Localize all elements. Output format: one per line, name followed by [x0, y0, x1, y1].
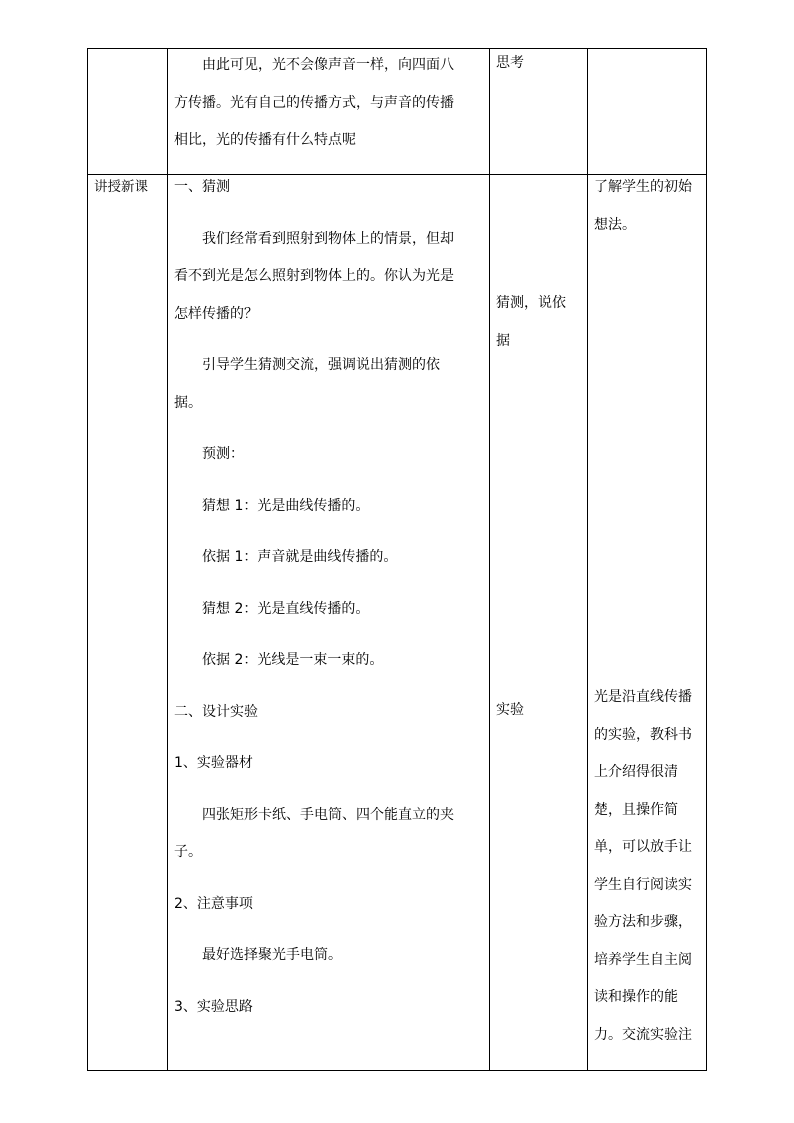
paragraph-line: 我们经常看到照射到物体上的情景，但却: [202, 230, 454, 247]
subheading-materials: 1、实验器材: [174, 755, 253, 771]
paragraph-line: 引导学生猜测交流，强调说出猜测的依: [202, 357, 440, 373]
prediction-label: 预测：: [202, 446, 244, 462]
subheading-approach: 3、实验思路: [174, 998, 253, 1015]
student-activity-text: 据: [496, 332, 510, 349]
teacher-activity-cell: [168, 49, 490, 175]
table-row: [88, 175, 707, 1071]
paragraph-line: 四张矩形卡纸、手电筒、四个能直立的夹: [202, 806, 454, 823]
design-intent-line: 读和操作的能: [594, 989, 678, 1005]
design-intent-line: 楚，且操作简: [594, 801, 678, 818]
design-intent-line: 光是沿直线传播: [594, 689, 692, 705]
basis-1: 依据 1：声音就是曲线传播的。: [202, 549, 398, 565]
design-intent-line: 上介绍得很清: [594, 764, 678, 780]
paragraph-line: 怎样传播的？: [174, 305, 258, 322]
spacer: [496, 360, 581, 692]
stage-cell: [88, 175, 168, 1071]
section-heading-guess: 一、猜测: [174, 179, 230, 195]
student-activity-text: 猜测，说依: [496, 295, 566, 311]
stage-cell-empty: [88, 49, 168, 175]
design-intent-line: 想法。: [594, 216, 636, 233]
paragraph-line: 看不到光是怎么照射到物体上的。你认为光是: [174, 268, 454, 284]
design-intent-line: 力。交流实验注: [594, 1026, 692, 1043]
design-intent-line: 单，可以放手让: [594, 839, 692, 855]
student-activity-cell: [490, 49, 588, 175]
student-activity-cell: [490, 175, 588, 1071]
design-intent-line: 培养学生自主阅: [594, 951, 692, 968]
paragraph-line: 子。: [174, 844, 202, 860]
paragraph-line: 方传播。光有自己的传播方式，与声音的传播: [174, 94, 454, 111]
design-intent-line: 了解学生的初始: [594, 179, 692, 195]
stage-label: 讲授新课: [94, 179, 148, 195]
hypothesis-2: 猜想 2：光是直线传播的。: [202, 600, 370, 617]
spacer: [594, 244, 700, 679]
paragraph-line: 最好选择聚光手电筒。: [202, 947, 342, 963]
student-activity-text: 实验: [496, 702, 524, 718]
paragraph-line: 据。: [174, 394, 202, 411]
hypothesis-1: 猜想 1：光是曲线传播的。: [202, 497, 370, 514]
subheading-notes: 2、注意事项: [174, 895, 253, 912]
spacer: [496, 175, 581, 285]
design-intent-cell-empty: [588, 49, 707, 175]
basis-2: 依据 2：光线是一束一束的。: [202, 652, 384, 668]
design-intent-line: 验方法和步骤，: [594, 914, 692, 930]
lesson-plan-table: [87, 48, 707, 1071]
paragraph-line: 相比，光的传播有什么特点呢: [174, 132, 356, 148]
design-intent-line: 的实验，教科书: [594, 726, 692, 743]
teacher-activity-cell: [168, 175, 490, 1071]
paragraph-line: 由此可见，光不会像声音一样，向四面八: [202, 57, 454, 73]
section-heading-design: 二、设计实验: [174, 703, 258, 720]
design-intent-cell: [588, 175, 707, 1071]
student-activity-text: 思考: [496, 55, 524, 71]
table-row: [88, 49, 707, 175]
design-intent-line: 学生自行阅读实: [594, 876, 692, 893]
